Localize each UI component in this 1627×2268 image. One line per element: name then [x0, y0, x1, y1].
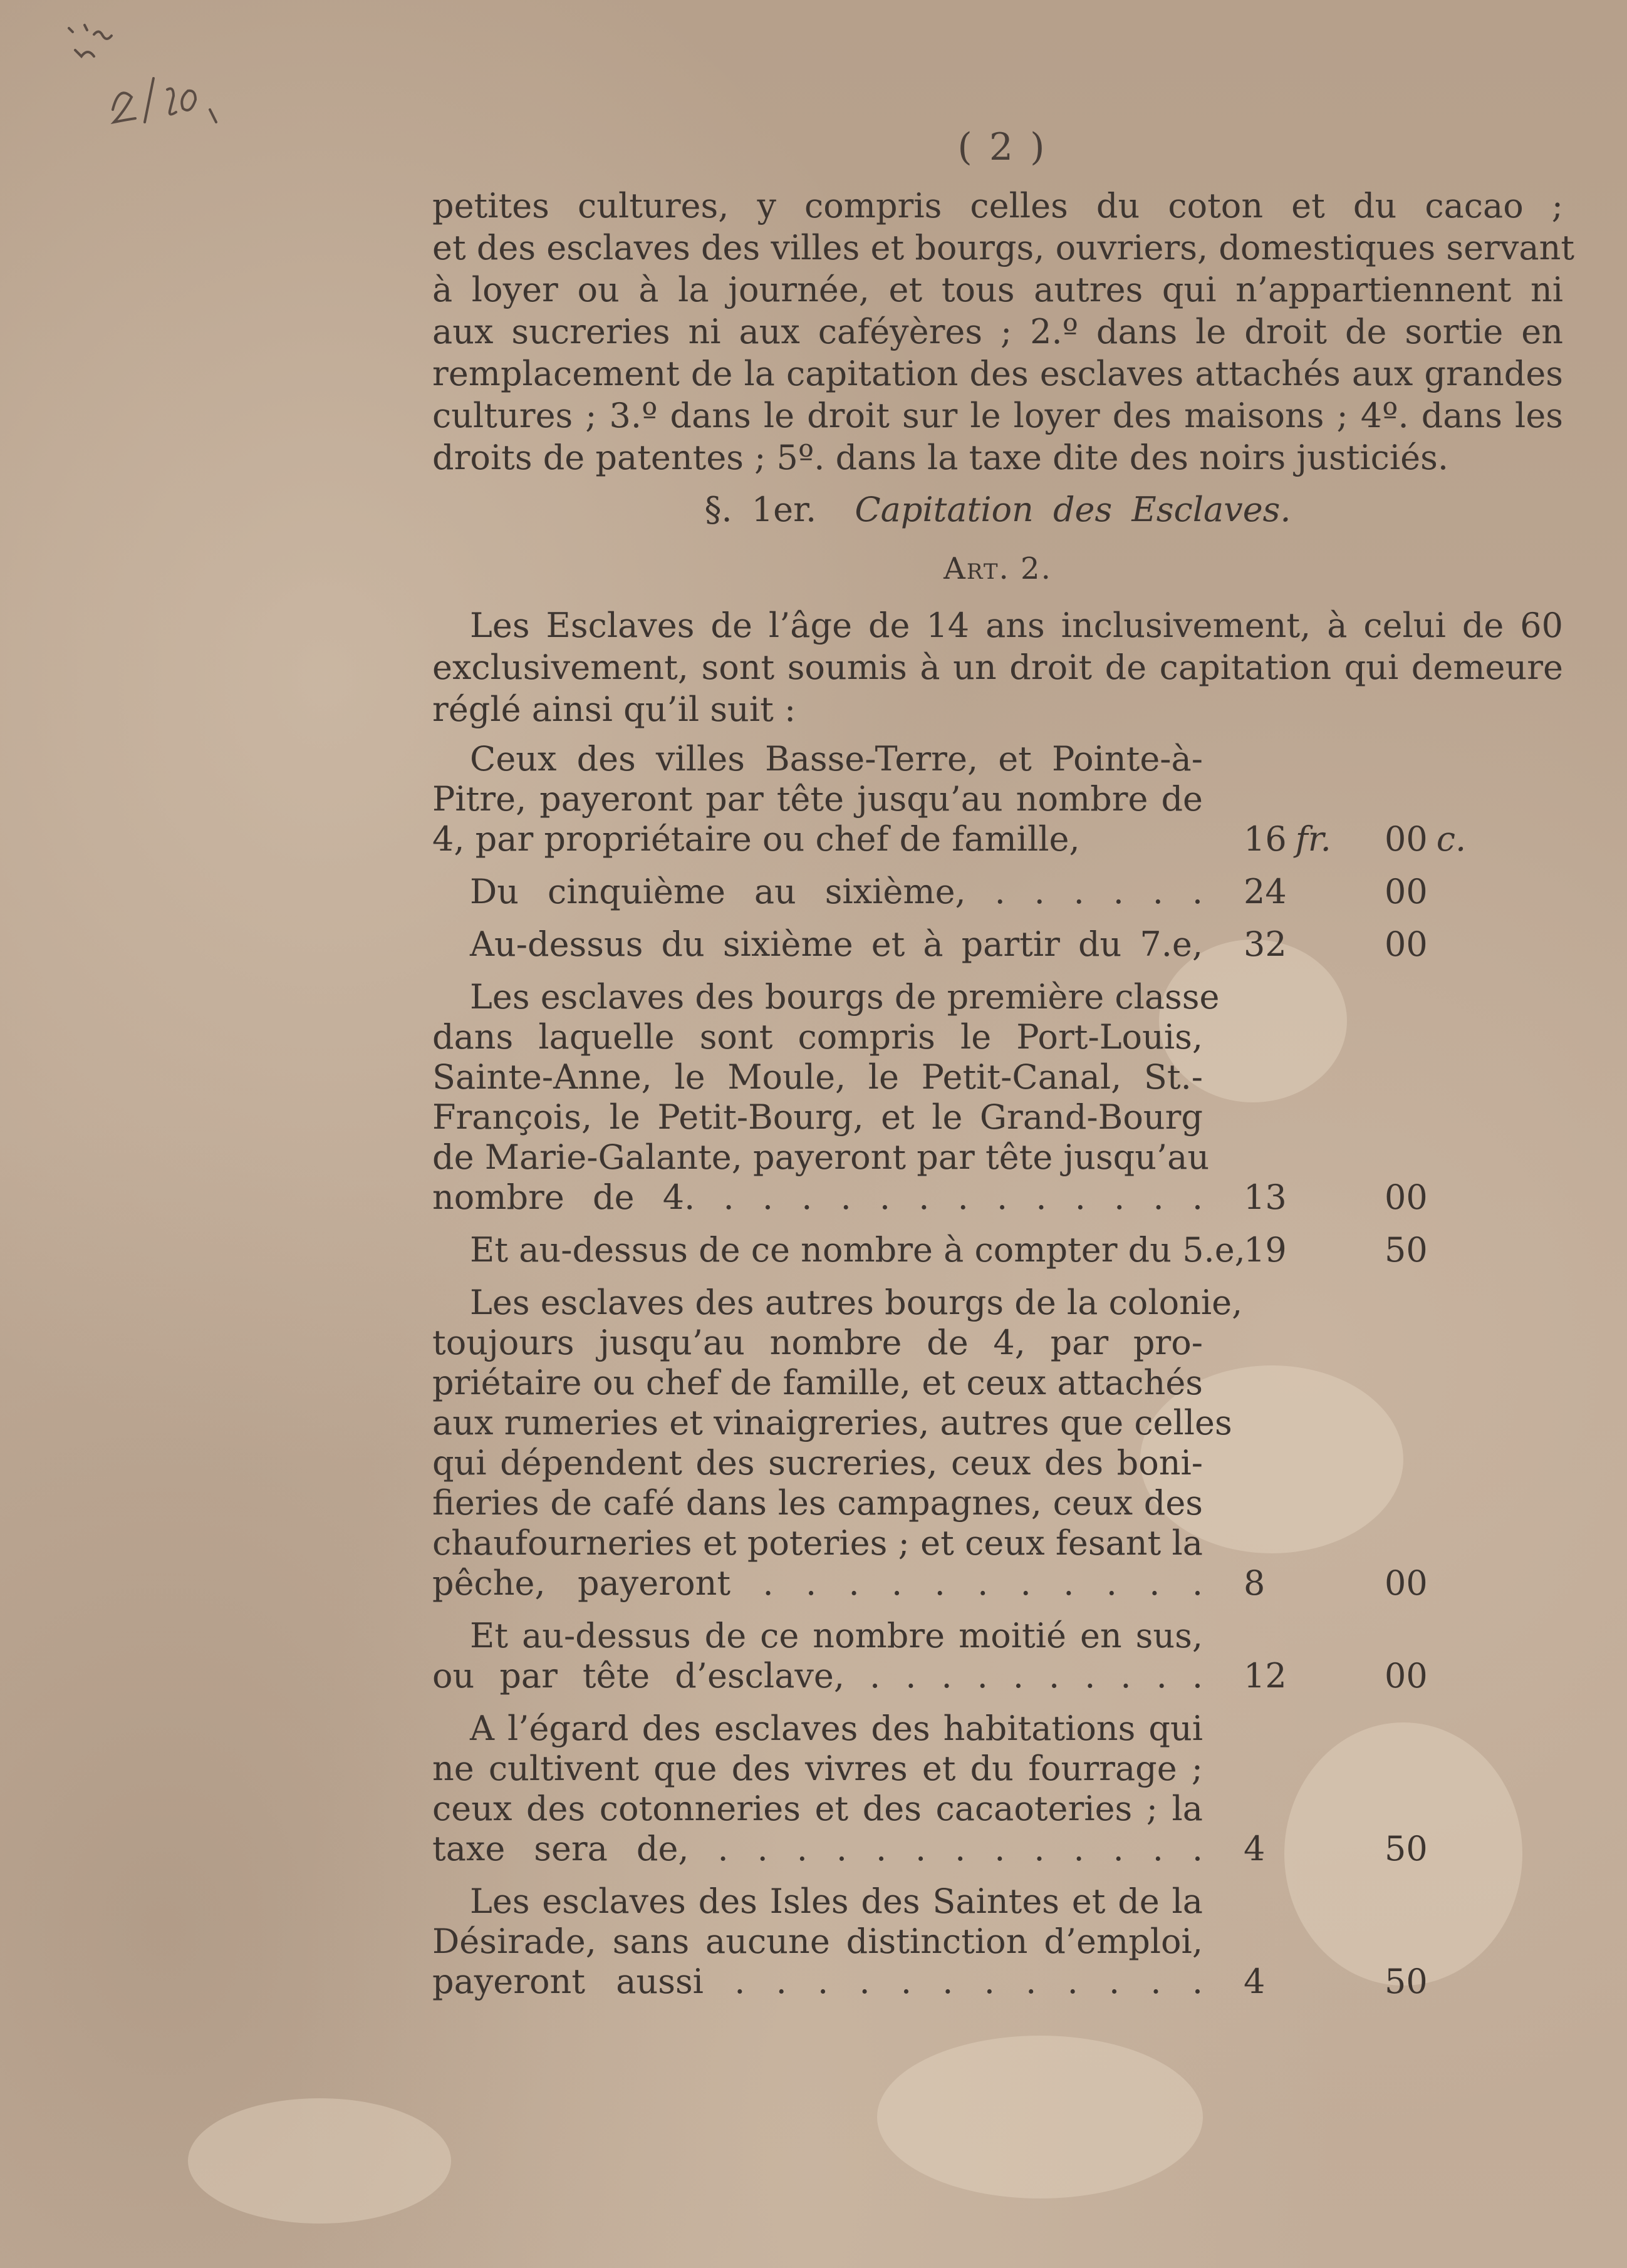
francs-value: 4 [1244, 1962, 1266, 2001]
text-line: aux rumeries et vinaigreries, autres que celles [432, 1403, 1232, 1442]
text-line: Et au-dessus de ce nombre à compter du 5.e, [470, 1230, 1245, 1270]
handwritten-margin-note [60, 16, 222, 141]
centimes-amount [1385, 1230, 1522, 1270]
text-line: exclusivement, sont soumis à un droit de capitation qui demeure [432, 648, 1563, 687]
text-line: Les esclaves des autres bourgs de la colonie, [470, 1283, 1243, 1322]
centimes-value: 50 [1385, 1829, 1428, 1868]
tax-rate-description [432, 977, 1220, 1218]
francs-amount [1244, 819, 1344, 859]
text-line: chaufourneries et poteries ; et ceux fesant la [432, 1523, 1203, 1563]
centimes-value: 00 [1385, 1656, 1428, 1696]
text-line: fieries de café dans les campagnes, ceux des [432, 1483, 1203, 1523]
text-line: Et au-dessus de ce nombre moitié en sus, [470, 1616, 1203, 1655]
text-line: de Marie-Galante, payeront par tête jusqu’au [432, 1137, 1210, 1177]
text-line: Désirade, sans aucune distinction d’emploi, [432, 1922, 1203, 1961]
section-heading [432, 489, 1563, 531]
tax-rate-description [432, 1230, 1245, 1270]
text-line: Sainte-Anne, le Moule, le Petit-Canal, St.- [432, 1057, 1203, 1097]
article-label: Art. 2. [943, 551, 1052, 586]
centimes-amount [1385, 872, 1522, 912]
centimes-amount [1385, 1563, 1522, 1603]
section-number: §. 1er. [704, 490, 817, 529]
text-line: priétaire ou chef de famille, et ceux attachés [432, 1363, 1203, 1402]
francs-value: 24 [1244, 872, 1287, 911]
text-line: pêche, payeront . . . . . . . . . . . [432, 1563, 1203, 1603]
section-title: Capitation des Esclaves. [855, 490, 1291, 529]
text-line: aux sucreries ni aux caféyères ; 2.º dans le droit de sortie en [432, 312, 1563, 351]
francs-amount [1244, 1563, 1344, 1603]
continuation-paragraph [432, 185, 1575, 479]
text-line: Les esclaves des Isles des Saintes et de la [470, 1882, 1203, 1921]
text-line: remplacement de la capitation des esclaves attachés aux grandes [432, 354, 1563, 393]
francs-amount [1244, 1178, 1344, 1218]
tax-rate-description [432, 1616, 1203, 1696]
centimes-value: 50 [1385, 1962, 1428, 2001]
tax-rate-description [432, 924, 1203, 965]
francs-amount [1244, 872, 1344, 912]
text-line: Pitre, payeront par tête jusqu’au nombre de [432, 779, 1203, 819]
centimes-amount [1385, 1962, 1522, 2002]
tax-rate-description [432, 739, 1203, 859]
intro-paragraph [432, 604, 1563, 730]
text-line: ceux des cotonneries et des cacaoteries ; la [432, 1789, 1203, 1828]
text-line: Du cinquième au sixième, . . . . . . [470, 872, 1203, 911]
text-line: dans laquelle sont compris le Port-Louis, [432, 1017, 1203, 1057]
text-line: cultures ; 3.º dans le droit sur le loyer des maisons ; 4º. dans les [432, 396, 1563, 435]
text-line: droits de patentes ; 5º. dans la taxe dite des noirs justiciés. [432, 438, 1448, 477]
centimes-amount [1385, 1178, 1522, 1218]
paper-stain [877, 2036, 1203, 2198]
text-line: Au-dessus du sixième et à partir du 7.e, [470, 924, 1203, 964]
francs-amount [1244, 1230, 1344, 1270]
tax-rate-description [432, 1882, 1203, 2002]
text-line: taxe sera de, . . . . . . . . . . . . . [432, 1829, 1203, 1868]
tax-rate-description [432, 1283, 1243, 1603]
centimes-value: 00 [1385, 1178, 1428, 1217]
text-line: ou par tête d’esclave, . . . . . . . . . . [432, 1656, 1203, 1696]
text-line: ne cultivent que des vivres et du fourrage ; [432, 1749, 1203, 1788]
francs-value: 13 [1244, 1178, 1287, 1217]
text-line: payeront aussi . . . . . . . . . . . . [432, 1962, 1203, 2001]
francs-amount [1244, 1829, 1344, 1869]
text-line: réglé ainsi qu’il suit : [432, 690, 796, 729]
francs-amount [1244, 1962, 1344, 2002]
centimes-value: 00 [1385, 924, 1428, 964]
text-line: Ceux des villes Basse-Terre, et Pointe-à- [470, 739, 1203, 779]
text-line: Les Esclaves de l’âge de 14 ans inclusivement, à celui de 60 [470, 606, 1563, 645]
text-line: toujours jusqu’au nombre de 4, par pro- [432, 1323, 1203, 1362]
paper-stain [188, 2098, 451, 2224]
text-line: A l’égard des esclaves des habitations qui [470, 1709, 1203, 1748]
centimes-unit: c. [1436, 819, 1467, 859]
text-line: petites cultures, y compris celles du coton et du cacao ; [432, 186, 1563, 225]
francs-value: 4 [1244, 1829, 1266, 1868]
text-line: et des esclaves des villes et bourgs, ouvriers, domestiques servant [432, 228, 1575, 267]
francs-value: 8 [1244, 1563, 1266, 1603]
francs-unit: fr. [1295, 819, 1331, 859]
tax-rate-description [432, 872, 1203, 912]
text-line: à loyer ou à la journée, et tous autres qui n’appartiennent ni [432, 270, 1563, 309]
francs-value: 32 [1244, 924, 1287, 964]
francs-value: 19 [1244, 1230, 1287, 1270]
text-line: Les esclaves des bourgs de première classe [470, 977, 1220, 1017]
centimes-value: 00 [1385, 819, 1428, 859]
centimes-amount [1385, 1829, 1522, 1869]
centimes-amount [1385, 924, 1522, 965]
francs-value: 16 [1244, 819, 1287, 859]
page-number: ( 2 ) [957, 125, 1047, 169]
tax-rate-description [432, 1709, 1203, 1869]
centimes-amount [1385, 819, 1522, 859]
text-line: 4, par propriétaire ou chef de famille, [432, 819, 1080, 859]
centimes-amount [1385, 1656, 1522, 1696]
centimes-value: 00 [1385, 872, 1428, 911]
francs-amount [1244, 924, 1344, 965]
francs-value: 12 [1244, 1656, 1287, 1696]
centimes-value: 50 [1385, 1230, 1428, 1270]
centimes-value: 00 [1385, 1563, 1428, 1603]
text-line: François, le Petit-Bourg, et le Grand-Bourg [432, 1097, 1203, 1137]
text-line: qui dépendent des sucreries, ceux des boni- [432, 1443, 1203, 1483]
francs-amount [1244, 1656, 1344, 1696]
text-line: nombre de 4. . . . . . . . . . . . . . [432, 1178, 1203, 1217]
